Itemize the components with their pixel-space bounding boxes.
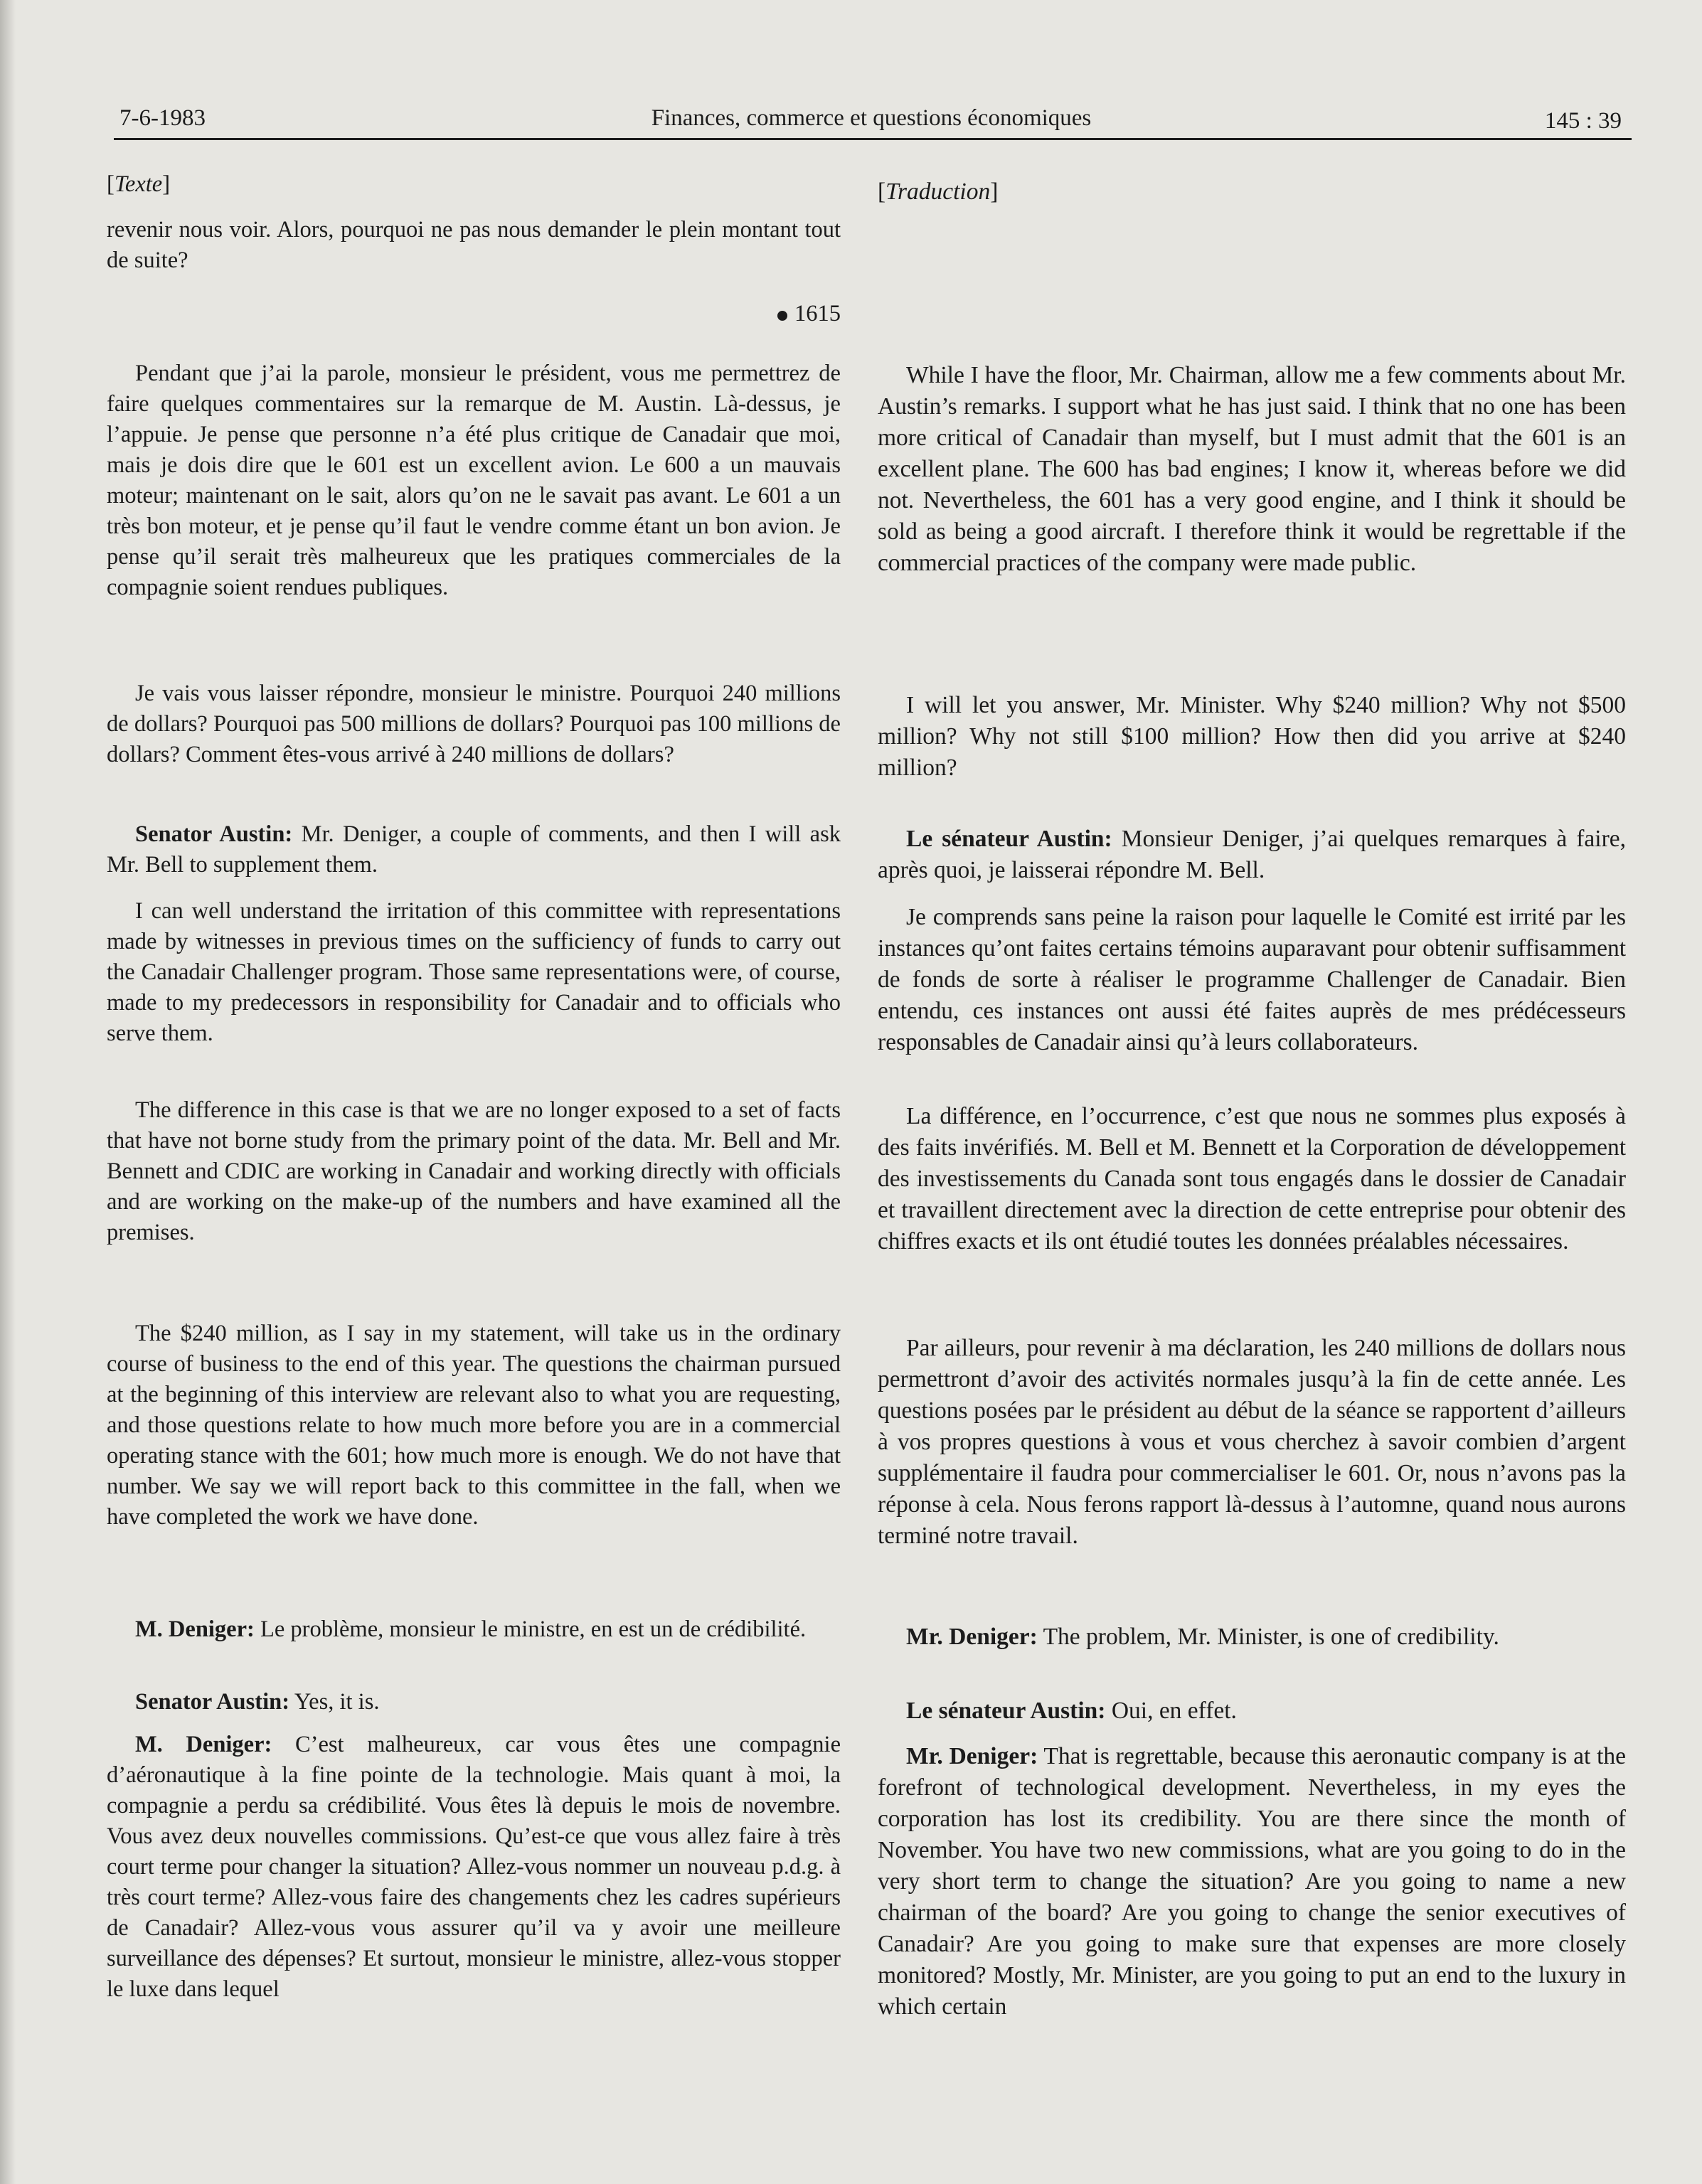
- header-rule: [114, 138, 1632, 140]
- paragraph: The $240 million, as I say in my statement, will take us in the ordinary course of business to the end of this year. The questions the chairman pursued at the beginning of this interview are relevant also to what you are requesting, and those questions relate to how much more before you are in a commercial operating stance with the 601; how much more is enough. We do not have that number. We say we will report back to this committee in the fall, when we have completed the work we have done.: [107, 1321, 841, 1530]
- speaker-name: M. Deniger:: [135, 1616, 255, 1642]
- paragraph: I will let you answer, Mr. Minister. Why $240 million? Why not $500 million? Why not still $100 million? How then did you arrive at $240 million?: [878, 692, 1626, 781]
- speaker-name: Mr. Deniger:: [906, 1624, 1038, 1650]
- paragraph: revenir nous voir. Alors, pourquoi ne pas nous demander le plein montant tout de suite?: [107, 217, 841, 273]
- paragraph: Je comprends sans peine la raison pour laquelle le Comité est irrité par les instances qu’ont faites certains témoins auparavant pour obtenir suffisamment de fonds de sorte à réaliser le programme Challenger de Canadair. Bien entendu, ces instances ont aussi été faites auprès de mes prédécesseurs responsables de Canadair ainsi qu’à leurs collaborateurs.: [878, 904, 1626, 1055]
- speaker-name: Senator Austin:: [135, 1689, 290, 1715]
- header-date: 7-6-1983: [119, 105, 206, 131]
- paragraph: Par ailleurs, pour revenir à ma déclaration, les 240 millions de dollars nous permettront d’avoir des activités normales jusqu’à la fin de cette année. Les questions posées par le président au début de la séance se rapportent d’ailleurs à vos propres questions à vous et vous cherchez à savoir combien d’argent supplémentaire il faudra pour commercialiser le 601. Or, nous n’avons pas la réponse à cela. Nous ferons rapport là-dessus à l’automne, quand nous aurons terminé notre travail.: [878, 1335, 1626, 1549]
- speaker-name: Mr. Deniger:: [906, 1743, 1038, 1769]
- paragraph: Pendant que j’ai la parole, monsieur le président, vous me permettrez de faire quelques commentaires sur la remarque de M. Austin. Là-dessus, je l’appuie. Je pense que personne n’a été plus critique de Canadair que moi, mais je dois dire que le 601 est un excellent avion. Le 600 a un mauvais moteur; maintenant on le sait, alors qu’on ne le savait pas avant. Le 601 a un très bon moteur, et je pense qu’il faut le vendre comme étant un bon avion. Je pense qu’il serait très malheureux que les pratiques commerciales de la compagnie soient rendues publiques.: [107, 361, 841, 600]
- speaker-name: Senator Austin:: [135, 821, 293, 847]
- paragraph: Mr. Deniger: The problem, Mr. Minister, is one of credibility.: [906, 1624, 1499, 1650]
- paragraph: Mr. Deniger: That is regrettable, because this aeronautic company is at the forefront of technological development. Nevertheless, in my eyes the corporation has lost its credibility. You are there since the month of November. You have two new commissions, what are you going to do in the very short term to change the situation? Are you going to name a new chairman of the board? Are you going to change the senior executives of Canadair? Are you going to make sure that expenses are more closely monitored? Mostly, Mr. Minister, are you going to put an end to the luxury in which certain: [878, 1743, 1626, 2020]
- speaker-name: Le sénateur Austin:: [906, 1698, 1106, 1724]
- paragraph: While I have the floor, Mr. Chairman, allow me a few comments about Mr. Austin’s remarks. I support what he has just said. I think that no one has been more critical of Canadair than myself, but I must admit that the 601 is an excellent plane. The 600 has bad engines; I know it, whereas before we did not. Nevertheless, the 601 has a very good engine, and I think it should be sold as being a good aircraft. I therefore think it would be regrettable if the commercial practices of the company were made public.: [878, 362, 1626, 576]
- paragraph: M. Deniger: C’est malheureux, car vous êtes une compagnie d’aéronautique à la fine pointe de la technologie. Mais quant à moi, la compagnie a perdu sa crédibilité. Vous êtes là depuis le mois de novembre. Vous avez deux nouvelles commissions. Qu’est-ce que vous allez faire à très court terme pour changer la situation? Allez-vous nommer un nouveau p.d.g. à très court terme? Allez-vous faire des changements chez les cadres supérieurs de Canadair? Allez-vous vous assurer qu’il va y avoir une meilleure surveillance des dépenses? Et surtout, monsieur le ministre, allez-vous stopper le luxe dans lequel: [107, 1732, 841, 2002]
- section-label: [Texte]: [107, 171, 171, 197]
- bullet-icon: [777, 311, 787, 321]
- paragraph: Le sénateur Austin: Oui, en effet.: [906, 1698, 1237, 1724]
- scan-shadow: [0, 0, 16, 2184]
- header-title: Finances, commerce et questions économiques: [651, 105, 1092, 131]
- paragraph: M. Deniger: Le problème, monsieur le ministre, en est un de crédibilité.: [135, 1616, 807, 1642]
- section-label: [Traduction]: [878, 179, 999, 205]
- paragraph: Senator Austin: Yes, it is.: [135, 1689, 380, 1715]
- header-page-number: 145 : 39: [1544, 108, 1622, 134]
- paragraph: Je vais vous laisser répondre, monsieur le ministre. Pourquoi 240 millions de dollars? Pourquoi pas 500 millions de dollars? Pourquoi pas 100 millions de dollars? Comment êtes-vous arrivé à 240 millions de dollars?: [107, 681, 841, 767]
- speaker-name: Le sénateur Austin:: [906, 826, 1112, 852]
- paragraph: Le sénateur Austin: Monsieur Deniger, j’ai quelques remarques à faire, après quoi, je laisserai répondre M. Bell.: [878, 826, 1626, 883]
- paragraph: I can well understand the irritation of this committee with representations made by witnesses in previous times on the sufficiency of funds to carry out the Canadair Challenger program. Those same representations were, of course, made to my predecessors in responsibility for Canadair and to officials who serve them.: [107, 898, 841, 1046]
- time-marker: 1615: [107, 299, 841, 329]
- paragraph: Senator Austin: Mr. Deniger, a couple of comments, and then I will ask Mr. Bell to supplement them.: [107, 821, 841, 878]
- running-header: [114, 104, 1629, 141]
- paragraph: La différence, en l’occurrence, c’est que nous ne sommes plus exposés à des faits invérifiés. M. Bell et M. Bennett et la Corporation de développement des investissements du Canada sont tous engagés dans le dossier de Canadair et travaillent directement avec la direction de cette entreprise pour obtenir des chiffres exacts et ils ont étudié toutes les données préalables nécessaires.: [878, 1103, 1626, 1255]
- paragraph: The difference in this case is that we are no longer exposed to a set of facts that have not borne study from the primary point of the data. Mr. Bell and Mr. Bennett and CDIC are working in Canadair and working directly with officials and are working on the make-up of the numbers and have examined all the premises.: [107, 1097, 841, 1245]
- speaker-name: M. Deniger:: [135, 1732, 272, 1757]
